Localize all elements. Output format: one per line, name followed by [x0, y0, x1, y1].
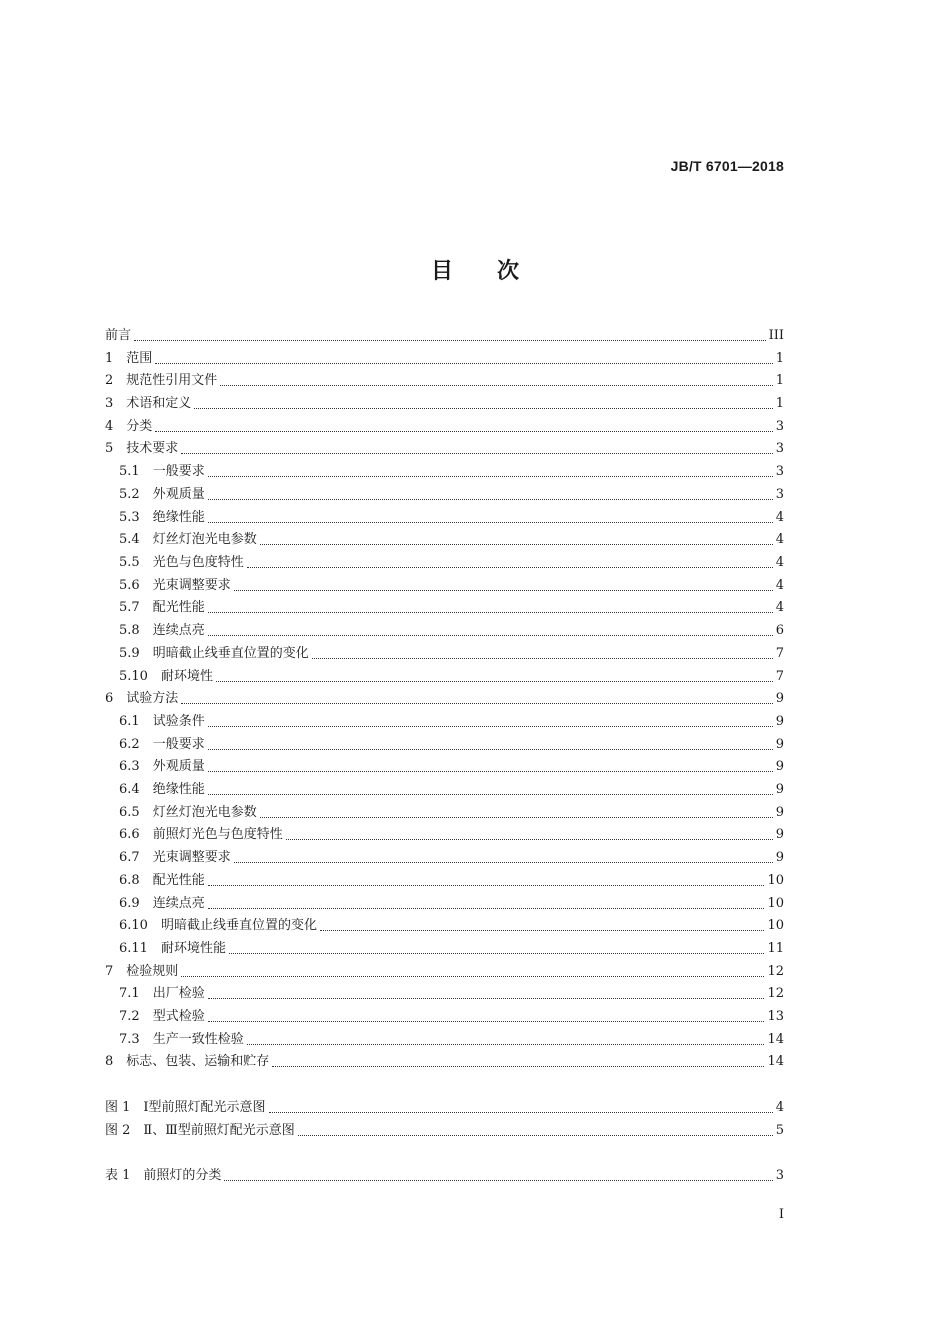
entry-page: 3: [775, 419, 784, 434]
dot-leader: [208, 884, 765, 886]
entry-number: 4: [105, 419, 127, 434]
entry-label: 耐环境性: [160, 669, 213, 684]
entry-number: 7.1: [119, 986, 153, 1001]
dot-leader: [208, 907, 765, 909]
entry-label: 外观质量: [152, 759, 205, 774]
figure-entry[interactable]: [105, 1094, 784, 1116]
toc-entry[interactable]: [105, 345, 784, 367]
entry-number: 5.8: [119, 623, 153, 638]
toc-entry[interactable]: [119, 1003, 784, 1025]
entry-number: 6.1: [119, 714, 153, 729]
entry-number: 图 2: [105, 1123, 144, 1138]
toc-entry[interactable]: [105, 685, 784, 707]
entry-number: 6.5: [119, 805, 153, 820]
toc-entry[interactable]: [119, 572, 784, 594]
entry-number: 5: [105, 441, 127, 456]
entry-label: 明暗截止线垂直位置的变化: [160, 918, 317, 933]
entry-page: 10: [767, 918, 784, 933]
entry-number: 3: [105, 396, 127, 411]
toc-entry[interactable]: [119, 935, 784, 957]
entry-label: 范围: [126, 351, 153, 366]
entry-label: 外观质量: [152, 487, 205, 502]
entry-page: 9: [775, 759, 784, 774]
dot-leader: [216, 680, 773, 682]
entry-number: 7.3: [119, 1032, 153, 1047]
toc-entry[interactable]: [105, 390, 784, 412]
entry-page: 10: [767, 896, 784, 911]
entry-label: 连续点亮: [152, 623, 205, 638]
dot-leader: [224, 1179, 772, 1181]
dot-leader: [208, 748, 773, 750]
toc-entry[interactable]: [105, 1048, 784, 1070]
toc-entry[interactable]: [105, 322, 784, 344]
entry-label: 光束调整要求: [152, 578, 231, 593]
toc-entry[interactable]: [119, 617, 784, 639]
entry-page: 4: [775, 555, 784, 570]
entry-number: 6.7: [119, 850, 153, 865]
entry-label: 前照灯光色与色度特性: [152, 827, 283, 842]
page-number: I: [778, 1207, 784, 1222]
dot-leader: [208, 634, 773, 636]
toc-entry[interactable]: [119, 776, 784, 798]
entry-label: 灯丝灯泡光电参数: [152, 805, 257, 820]
toc-entry[interactable]: [119, 663, 784, 685]
page-title: 目 次: [430, 259, 519, 284]
dot-leader: [286, 838, 773, 840]
entry-label: 绝缘性能: [152, 782, 205, 797]
entry-label: 配光性能: [152, 600, 205, 615]
dot-leader: [320, 929, 764, 931]
entry-number: 图 1: [105, 1100, 144, 1115]
entry-label: 试验方法: [126, 691, 179, 706]
entry-page: 9: [775, 850, 784, 865]
entry-number: 6.10: [119, 918, 161, 933]
dot-leader: [208, 793, 773, 795]
dot-leader: [260, 543, 773, 545]
entry-page: 14: [767, 1054, 784, 1069]
toc-entry[interactable]: [119, 980, 784, 1002]
entry-page: 3: [775, 441, 784, 456]
entry-number: 5.2: [119, 487, 153, 502]
toc-entry[interactable]: [119, 640, 784, 662]
entry-label: 一般要求: [152, 737, 205, 752]
entry-label: 一般要求: [152, 464, 205, 479]
entry-page: 9: [775, 737, 784, 752]
dot-leader: [260, 816, 773, 818]
entry-page: 12: [767, 986, 784, 1001]
toc-entry[interactable]: [119, 890, 784, 912]
entry-label: 生产一致性检验: [152, 1032, 244, 1047]
entry-page: 1: [775, 396, 784, 411]
dot-leader: [208, 475, 773, 477]
toc-entry[interactable]: [119, 504, 784, 526]
entry-page: 11: [767, 941, 784, 956]
dot-leader: [181, 452, 772, 454]
toc-entry[interactable]: [119, 731, 784, 753]
entry-number: 6.8: [119, 873, 153, 888]
figure-entry[interactable]: [105, 1117, 784, 1139]
dot-leader: [155, 362, 772, 364]
entry-label: 技术要求: [126, 441, 179, 456]
dot-leader: [208, 770, 773, 772]
entry-number: 6.4: [119, 782, 153, 797]
dot-leader: [272, 1065, 764, 1067]
entry-page: 9: [775, 805, 784, 820]
entry-page: 3: [775, 464, 784, 479]
entry-number: 6.2: [119, 737, 153, 752]
dot-leader: [194, 407, 772, 409]
dot-leader: [208, 1020, 765, 1022]
entry-label: 分类: [126, 419, 153, 434]
dot-leader: [234, 589, 773, 591]
entry-label: 型式检验: [152, 1009, 205, 1024]
entry-page: 10: [767, 873, 784, 888]
entry-label: 灯丝灯泡光电参数: [152, 532, 257, 547]
entry-number: 5.6: [119, 578, 153, 593]
dot-leader: [134, 339, 766, 341]
entry-number: 5.9: [119, 646, 153, 661]
entry-page: III: [768, 328, 784, 343]
entry-page: 1: [775, 373, 784, 388]
entry-label: 出厂检验: [152, 986, 205, 1001]
dot-leader: [208, 498, 773, 500]
dot-leader: [229, 952, 764, 954]
entry-label: 耐环境性能: [160, 941, 226, 956]
entry-label: Ⅱ、Ⅲ型前照灯配光示意图: [143, 1123, 295, 1138]
entry-page: 5: [775, 1123, 784, 1138]
toc-entry[interactable]: [119, 1026, 784, 1048]
dot-leader: [208, 611, 773, 613]
entry-label: 标志、包装、运输和贮存: [126, 1054, 270, 1069]
entry-page: 13: [767, 1009, 784, 1024]
entry-label: 光束调整要求: [152, 850, 231, 865]
entry-number: 5.1: [119, 464, 153, 479]
entry-number: 5.3: [119, 510, 153, 525]
entry-number: 7.2: [119, 1009, 153, 1024]
entry-page: 4: [775, 578, 784, 593]
entry-label: 试验条件: [152, 714, 205, 729]
entry-number: 5.7: [119, 600, 153, 615]
toc-entry[interactable]: [119, 594, 784, 616]
toc-entry[interactable]: [119, 526, 784, 548]
dot-leader: [234, 861, 773, 863]
entry-number: 6.11: [119, 941, 161, 956]
toc-entry[interactable]: [119, 821, 784, 843]
entry-page: 4: [775, 1100, 784, 1115]
toc-entry[interactable]: [105, 367, 784, 389]
entry-number: 6: [105, 691, 127, 706]
entry-page: 6: [775, 623, 784, 638]
entry-page: 9: [775, 714, 784, 729]
toc-entry[interactable]: [105, 435, 784, 457]
entry-number: 6.3: [119, 759, 153, 774]
entry-page: 9: [775, 691, 784, 706]
toc-entry[interactable]: [119, 549, 784, 571]
entry-label: 前言: [105, 328, 132, 343]
dot-leader: [269, 1111, 773, 1113]
entry-page: 4: [775, 510, 784, 525]
entry-label: 连续点亮: [152, 896, 205, 911]
entry-page: 7: [775, 646, 784, 661]
entry-number: 1: [105, 351, 127, 366]
entry-number: 8: [105, 1054, 127, 1069]
entry-page: 14: [767, 1032, 784, 1047]
entry-label: 明暗截止线垂直位置的变化: [152, 646, 309, 661]
dot-leader: [247, 1043, 765, 1045]
dot-leader: [181, 975, 764, 977]
dot-leader: [155, 430, 772, 432]
dot-leader: [181, 702, 772, 704]
entry-number: 2: [105, 373, 127, 388]
entry-label: 前照灯的分类: [143, 1168, 222, 1183]
dot-leader: [220, 384, 772, 386]
toc-entry[interactable]: [119, 799, 784, 821]
entry-number: 5.4: [119, 532, 153, 547]
table-entry[interactable]: [105, 1162, 784, 1184]
toc-entry[interactable]: [119, 867, 784, 889]
entry-page: 1: [775, 351, 784, 366]
dot-leader: [208, 521, 773, 523]
entry-number: 7: [105, 964, 127, 979]
entry-number: 5.10: [119, 669, 161, 684]
toc-entry[interactable]: [119, 708, 784, 730]
entry-number: 5.5: [119, 555, 153, 570]
dot-leader: [208, 997, 765, 999]
entry-page: 4: [775, 532, 784, 547]
toc-entry[interactable]: [119, 481, 784, 503]
dot-leader: [208, 725, 773, 727]
toc-entry[interactable]: [119, 753, 784, 775]
entry-page: 9: [775, 827, 784, 842]
entry-label: 绝缘性能: [152, 510, 205, 525]
entry-page: 3: [775, 1168, 784, 1183]
standard-code: JB/T 6701—2018: [670, 158, 784, 174]
entry-label: 检验规则: [126, 964, 179, 979]
entry-page: 12: [767, 964, 784, 979]
entry-page: 7: [775, 669, 784, 684]
entry-label: 规范性引用文件: [126, 373, 218, 388]
toc-entry[interactable]: [105, 958, 784, 980]
dot-leader: [298, 1134, 773, 1136]
dot-leader: [247, 566, 773, 568]
entry-label: 术语和定义: [126, 396, 192, 411]
entry-page: 4: [775, 600, 784, 615]
entry-label: Ⅰ型前照灯配光示意图: [143, 1100, 266, 1115]
entry-label: 配光性能: [152, 873, 205, 888]
entry-label: 光色与色度特性: [152, 555, 244, 570]
entry-number: 6.9: [119, 896, 153, 911]
dot-leader: [312, 657, 773, 659]
entry-number: 表 1: [105, 1168, 144, 1183]
toc-entry[interactable]: [119, 458, 784, 480]
entry-page: 9: [775, 782, 784, 797]
toc-entry[interactable]: [119, 912, 784, 934]
toc-entry[interactable]: [119, 844, 784, 866]
toc-entry[interactable]: [105, 413, 784, 435]
entry-number: 6.6: [119, 827, 153, 842]
entry-page: 3: [775, 487, 784, 502]
